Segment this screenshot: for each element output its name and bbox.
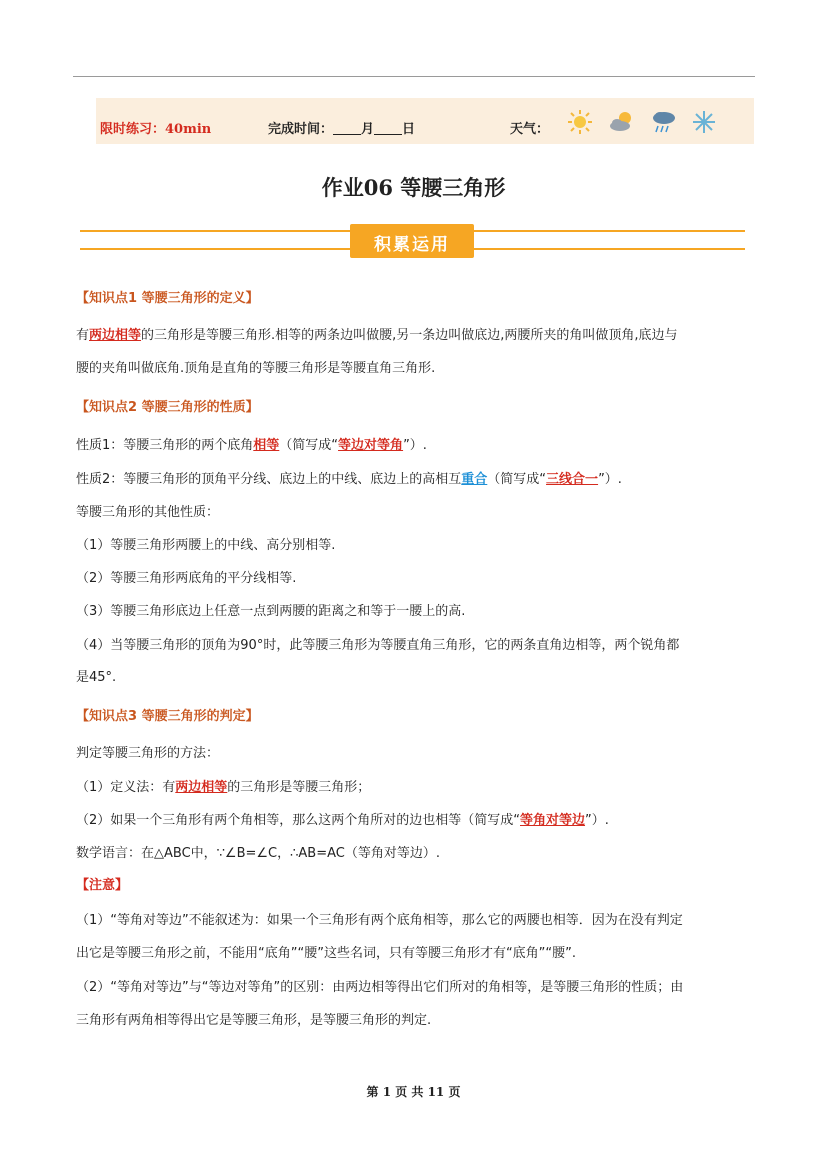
kp1-line2: 腰的夹角叫做底角.顶角是直角的等腰三角形是等腰直角三角形.	[76, 361, 436, 376]
kp3-method: 判定等腰三角形的方法：	[76, 746, 220, 761]
kp2-item1: （1）等腰三角形两腰上的中线、高分别相等.	[76, 538, 336, 553]
note-2a: （2）“等角对等边”与“等边对等角”的区别：由两边相等得出它们所对的角相等，是等腰三角形的性质；由	[76, 980, 684, 995]
note-2b: 三角形有两角相等得出它是等腰三角形，是等腰三角形的判定.	[76, 1013, 432, 1028]
kp2-heading: 【知识点2 等腰三角形的性质】	[76, 400, 259, 415]
note-1b: 出它是等腰三角形之前，不能用“底角”“腰”这些名词，只有等腰三角形才有“底角”“腰”.	[76, 946, 577, 961]
snowflake-icon	[690, 108, 718, 136]
page-footer: 第 1 页 共 11 页	[366, 1085, 461, 1099]
weather-label: 天气：	[510, 122, 550, 137]
note-1a: （1）“等角对等边”不能叙述为：如果一个三角形有两个底角相等，那么它的两腰也相等．因为在没有判定	[76, 913, 683, 928]
banner-label: 积累运用	[374, 235, 450, 255]
sun-icon	[566, 108, 594, 136]
top-rule	[73, 76, 755, 77]
rain-cloud-icon	[650, 108, 678, 136]
kp3-heading: 【知识点3 等腰三角形的判定】	[76, 709, 259, 724]
finish-time: 完成时间： 月 日	[268, 122, 416, 137]
kp2-prop2: 性质2：等腰三角形的顶角平分线、底边上的中线、底边上的高相互重合（简写成“三线合一”）.	[76, 472, 622, 487]
section-banner	[80, 224, 745, 260]
page-title: 作业06 等腰三角形	[321, 175, 506, 200]
kp2-item4a: （4）当等腰三角形的顶角为90°时，此等腰三角形为等腰直角三角形，它的两条直角边相等，两个锐角都	[76, 638, 680, 653]
time-limit: 限时练习：40min	[100, 122, 212, 137]
kp1-heading: 【知识点1 等腰三角形的定义】	[76, 291, 259, 306]
kp3-math-language: 数学语言：在△ABC中，∵∠B=∠C，∴AB=AC（等角对等边）.	[76, 846, 440, 861]
note-heading: 【注意】	[76, 878, 129, 893]
kp2-other: 等腰三角形的其他性质：	[76, 505, 220, 520]
kp2-prop1: 性质1：等腰三角形的两个底角相等（简写成“等边对等角”）.	[76, 438, 427, 453]
info-bar	[96, 98, 754, 144]
kp3-def2: （2）如果一个三角形有两个角相等，那么这两个角所对的边也相等（简写成“等角对等边”）.	[76, 813, 609, 828]
kp3-def1: （1）定义法：有两边相等的三角形是等腰三角形；	[76, 780, 371, 795]
partly-cloudy-icon	[608, 108, 636, 136]
kp2-item4b: 是45°.	[76, 670, 117, 685]
kp2-item3: （3）等腰三角形底边上任意一点到两腰的距离之和等于一腰上的高.	[76, 604, 466, 619]
kp1-line1: 有两边相等的三角形是等腰三角形.相等的两条边叫做腰,另一条边叫做底边,两腰所夹的角叫做顶角,底边与	[76, 328, 678, 343]
kp2-item2: （2）等腰三角形两底角的平分线相等.	[76, 571, 297, 586]
